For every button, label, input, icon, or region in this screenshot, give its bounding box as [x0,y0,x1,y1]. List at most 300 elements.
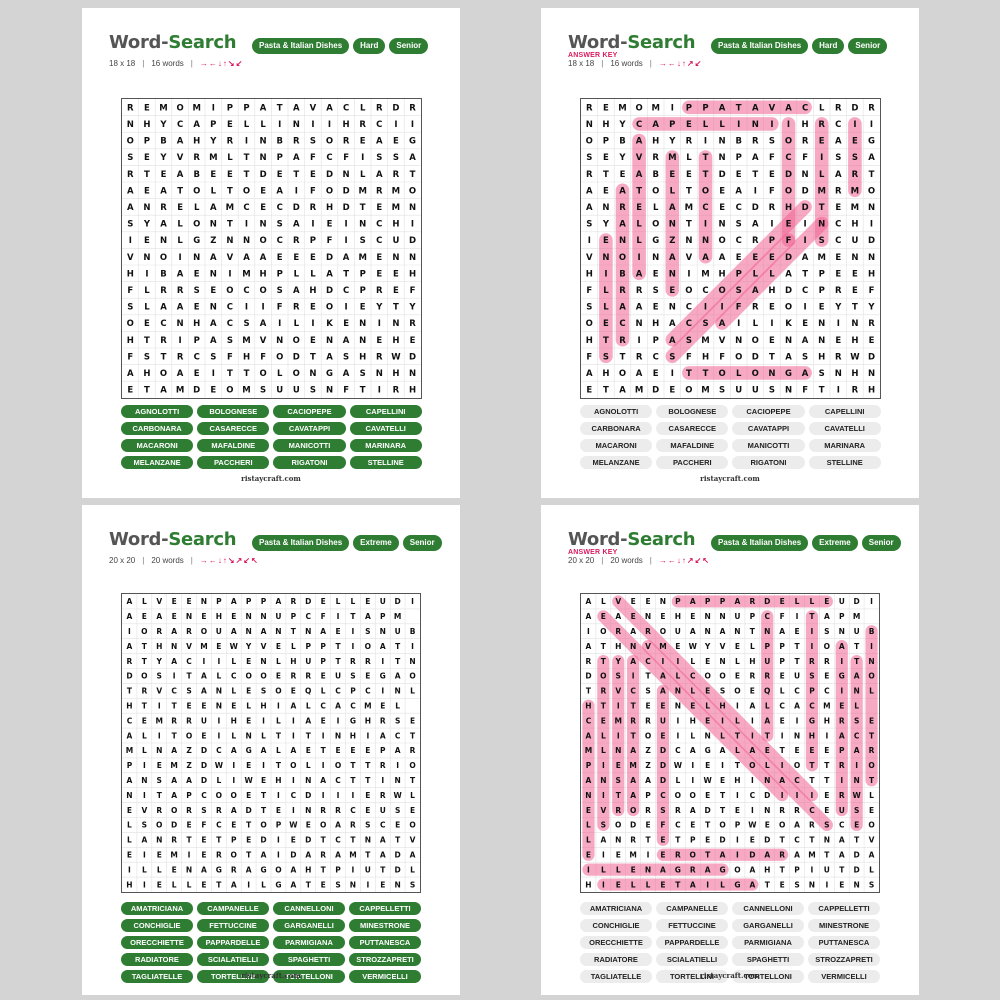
grid-letter: O [719,820,726,830]
grid-letter: E [193,269,200,280]
title-part: Search [168,529,237,550]
grid-letter: E [868,716,875,726]
grid-letter: A [260,746,267,756]
grid-letter: A [176,368,184,379]
grid-letter: I [601,761,605,771]
grid-letter: A [619,186,626,197]
grid-letter: C [365,686,371,696]
grid-letter: I [750,731,754,741]
category-badge: Pasta & Italian Dishes [711,535,808,551]
grid-letter: F [309,186,316,197]
grid-letter: A [176,302,184,313]
grid-letter: R [645,626,651,636]
word-chip: MANICOTTI [732,439,804,452]
grid-letter: A [259,252,267,263]
grid-letter: E [409,716,416,726]
grid-letter: L [320,686,326,696]
grid-letter: T [719,790,726,800]
word-chip: RIGATONI [732,456,804,469]
grid-letter: N [305,775,312,785]
grid-letter: E [585,850,592,860]
grid-letter: N [209,269,217,280]
grid-letter: H [290,656,297,666]
grid-letter: U [215,626,222,636]
grid-letter: T [615,790,621,800]
grid-letter: I [795,790,799,800]
grid-letter: E [201,701,207,711]
grid-letter: R [619,202,626,213]
grid-letter: P [669,119,676,130]
grid-letter: R [645,716,651,726]
grid-letter: A [586,368,593,379]
grid-letter: R [835,103,842,114]
grid-letter: S [376,153,383,164]
grid-letter: L [231,656,237,666]
grid-letter: R [809,820,815,830]
grid-letter: S [309,136,316,147]
grid-letter: T [868,775,875,785]
grid-letter: I [202,656,206,666]
grid-letter: O [689,790,696,800]
grid-letter: G [379,671,386,681]
grid-letter: E [201,850,207,860]
grid-letter: E [735,169,742,180]
grid-letter: E [809,746,815,756]
grid-letter: R [186,716,192,726]
grid-letter: S [794,880,800,890]
grid-letter: R [851,385,859,396]
grid-letter: C [226,302,234,313]
grid-letter: I [786,119,791,130]
grid-letter: S [735,219,742,230]
grid-letter: S [276,219,283,230]
grid-letter: I [587,236,591,247]
grid-letter: R [615,626,622,636]
grid-letter: R [141,686,148,696]
grid-letter: E [246,835,252,845]
grid-letter: A [176,169,184,180]
grid-letter: H [851,219,859,230]
grid-letter: N [409,656,416,666]
grid-letter: C [809,805,815,815]
grid-letter: N [215,686,222,696]
grid-letter: V [127,252,134,263]
grid-letter: V [186,641,192,651]
grid-letter: A [342,335,350,346]
grid-letter: O [685,285,693,296]
grid-letter: V [141,805,148,815]
grid-letter: A [394,671,401,681]
grid-letter: G [704,746,711,756]
grid-letter: O [868,671,875,681]
grid-letter: E [305,820,311,830]
grid-letter: M [242,335,251,346]
grid-letter: M [209,153,218,164]
grid-letter: A [660,686,666,696]
grid-letter: E [645,597,651,607]
grid-letter: E [839,701,845,711]
grid-letter: L [261,731,266,741]
grid-letter: T [854,835,860,845]
grid-letter: A [669,319,676,330]
grid-letter: L [702,119,709,130]
grid-letter: F [660,820,666,830]
separator: | [142,556,145,565]
grid-letter: N [215,701,222,711]
grid-letter: L [127,820,132,830]
grid-letter: O [735,352,743,363]
grid-letter: E [824,597,830,607]
word-chip: MINESTRONE [349,919,421,932]
grid-letter: D [260,835,267,845]
grid-letter: C [216,820,222,830]
grid-letter: E [824,805,830,815]
grid-letter: E [376,335,383,346]
grid-letter: H [242,352,251,363]
title-part: - [620,529,628,550]
grid-letter: A [718,252,726,263]
grid-letter: A [171,790,178,800]
grid-letter: E [409,335,416,346]
grid-letter: G [868,136,875,147]
grid-letter: N [602,202,610,213]
grid-letter: H [585,701,592,711]
grid-letter: E [376,252,383,263]
grid-letter: R [619,285,626,296]
grid-letter: F [735,302,742,313]
grid-letter: I [853,119,857,130]
grid-letter: T [143,335,150,346]
grid-letter: G [785,368,792,379]
grid-letter: A [335,701,341,711]
grid-letter: I [750,775,754,785]
word-chip: FETTUCCINE [197,919,269,932]
grid-letter: A [290,746,297,756]
grid-letter: R [335,805,341,815]
grid-letter: L [652,202,659,213]
grid-letter: C [835,119,842,130]
grid-letter: M [584,746,593,756]
grid-letter: I [351,865,355,875]
grid-letter: R [586,103,593,114]
grid-letter: A [230,597,237,607]
grid-letter: Y [619,119,626,130]
grid-letter: T [851,302,858,313]
grid-letter: D [853,865,860,875]
grid-letter: E [851,136,858,147]
grid-letter: H [652,136,660,147]
grid-letter: P [734,820,741,830]
grid-letter: I [687,269,691,280]
grid-letter: T [585,686,592,696]
grid-letter: D [784,252,793,263]
grid-letter: D [292,202,300,213]
grid-letter: M [155,716,163,726]
grid-letter: E [143,319,150,330]
grid-letter: C [685,319,693,330]
grid-letter: O [701,186,710,197]
grid-letter: I [780,731,784,741]
grid-letter: I [601,880,605,890]
grid-letter: D [325,285,334,296]
grid-letter: A [160,302,167,313]
grid-letter: T [395,835,401,845]
grid-letter: E [156,850,162,860]
grid-letter: A [838,641,845,651]
grid-letter: S [853,716,860,726]
grid-letter: T [702,153,709,164]
grid-letter: E [210,169,217,180]
grid-letter: L [177,219,183,230]
grid-letter: S [243,319,250,330]
grid-letter: N [704,626,711,636]
grid-letter: A [141,835,148,845]
grid-letter: A [719,746,726,756]
grid-letter: H [349,731,357,741]
grid-letter: T [290,626,296,636]
grid-letter: E [779,716,785,726]
grid-letter: I [869,219,874,230]
footer-site: ristaycraft.com [241,971,301,980]
grid-letter: Y [160,153,167,164]
grid-letter: V [868,835,875,845]
grid-letter: E [652,368,659,379]
grid-letter: I [721,716,724,726]
category-badge: Pasta & Italian Dishes [252,38,349,54]
grid-letter: A [379,835,386,845]
grid-letter: I [780,761,784,771]
grid-letter: L [636,236,642,247]
grid-letter: E [868,335,875,346]
grid-letter: S [600,820,607,830]
grid-letter: C [376,236,383,247]
grid-letter: T [143,385,150,396]
grid-letter: R [293,136,300,147]
grid-letter: N [359,319,367,330]
grid-letter: I [381,686,385,696]
grid-letter: L [231,731,237,741]
grid-letter: R [379,716,386,726]
grid-letter: H [689,716,696,726]
separator: | [649,59,652,68]
grid-letter: O [749,761,756,771]
grid-letter: I [703,136,708,147]
category-badge: Senior [848,38,887,54]
grid-letter: M [701,385,710,396]
grid-letter: F [586,352,593,363]
grid-letter: R [619,335,626,346]
grid-letter: F [326,236,333,247]
grid-letter: L [675,775,681,785]
grid-letter: R [186,626,192,636]
grid-letter: L [869,865,874,875]
grid-letter: M [668,153,677,164]
word-chip: MACARONI [580,439,652,452]
grid-letter: G [409,136,416,147]
grid-letter: T [350,775,356,785]
grid-letter: I [736,850,739,860]
grid-letter: L [210,186,217,197]
grid-letter: N [818,335,826,346]
grid-letter: N [193,252,201,263]
grid-letter: N [143,252,151,263]
grid-letter: T [719,805,726,815]
grid-letter: E [201,612,207,622]
grid-letter: T [764,731,770,741]
grid-letter: F [768,153,775,164]
grid-letter: L [141,865,147,875]
grid-letter: I [232,775,236,785]
grid-letter: C [794,835,800,845]
grid-letter: A [320,775,327,785]
grid-letter: H [652,319,660,330]
grid-letter: M [614,716,622,726]
grid-letter: H [392,368,400,379]
grid-letter: E [246,761,252,771]
grid-letter: A [230,626,237,636]
grid-letter: E [293,252,300,263]
grid-letter: D [749,850,756,860]
grid-letter: E [669,169,676,180]
grid-letter: T [794,656,800,666]
grid-letter: A [290,865,297,875]
grid-letter: C [824,686,830,696]
grid-letter: A [785,269,792,280]
grid-letter: C [335,775,341,785]
grid-letter: R [645,805,651,815]
grid-letter: T [705,850,711,860]
grid-letter: I [211,103,215,114]
grid-letter: A [364,612,371,622]
grid-letter: H [156,641,163,651]
letter-grid [121,593,421,893]
grid-letter: T [645,671,651,681]
grid-letter: H [230,716,237,726]
grid-letter: E [290,835,296,845]
grid-letter: N [408,368,417,379]
grid-letter: I [601,790,605,800]
grid-letter: N [768,368,776,379]
grid-letter: U [674,626,681,636]
grid-letter: R [752,136,759,147]
grid-letter: U [364,865,371,875]
grid-letter: I [228,269,232,280]
grid-letter: R [752,236,759,247]
title-part: - [620,32,628,53]
grid-letter: N [364,835,371,845]
grid-letter: N [867,202,876,213]
grid-letter: W [703,775,712,785]
grid-letter: H [259,269,267,280]
grid-letter: G [349,716,357,726]
grid-letter: A [585,731,592,741]
word-chip: CAVATELLI [350,422,422,435]
grid-letter: N [867,252,876,263]
grid-letter: O [635,103,643,114]
grid-letter: E [818,136,825,147]
grid-letter: Y [669,136,676,147]
grid-letter: P [143,136,151,147]
grid-letter: P [276,153,283,164]
grid-letter: O [176,103,184,114]
grid-letter: A [293,219,300,230]
grid-letter: E [309,169,316,180]
grid-letter: I [736,790,739,800]
grid-letter: O [784,302,793,313]
grid-letter: E [602,186,609,197]
grid-letter: M [651,103,660,114]
word-chip: PAPPARDELLE [197,936,269,949]
grid-letter: A [764,716,771,726]
grid-letter: D [784,169,793,180]
grid-letter: H [126,701,133,711]
grid-letter: N [764,626,771,636]
word-chip: MACARONI [121,439,193,452]
grid-letter: N [394,775,401,785]
grid-letter: N [260,656,267,666]
grid-letter: R [752,302,759,313]
grid-letter: O [867,186,876,197]
grid-letter: E [409,805,416,815]
grid-letter: I [736,835,739,845]
grid-letter: A [838,850,845,860]
grid-letter: T [216,880,222,890]
grid-letter: H [309,285,317,296]
grid-letter: I [278,319,282,330]
grid-letter: M [850,202,860,213]
grid-letter: I [157,701,161,711]
grid-letter: S [615,671,621,681]
title-part: Word [568,32,621,53]
grid-letter: Y [143,219,150,230]
grid-letter: T [380,865,386,875]
title-part: Search [627,529,696,550]
grid-letter: I [394,119,398,130]
grid-letter: L [335,597,341,607]
grid-letter: A [689,746,696,756]
grid-letter: O [126,136,134,147]
grid-letter: T [779,746,785,756]
grid-letter: D [659,761,667,771]
grid-letter: N [209,302,217,313]
category-badge: Senior [403,535,442,551]
grid-letter: I [836,385,840,396]
word-chip: BOLOGNESE [656,405,728,418]
grid-letter: C [394,731,401,741]
word-count-label: 16 words [151,59,184,68]
grid-letter: N [185,612,193,622]
grid-letter: P [735,153,742,164]
grid-letter: G [674,865,681,875]
grid-letter: T [359,385,366,396]
grid-letter: Y [868,302,875,313]
grid-letter: R [379,790,386,800]
grid-letter: A [210,252,217,263]
grid-letter: L [410,865,415,875]
grid-letter: S [392,153,399,164]
grid-letter: N [718,153,726,164]
grid-letter: L [719,119,725,130]
grid-letter: M [659,641,667,651]
grid-letter: L [410,790,415,800]
grid-letter: I [676,731,680,741]
grid-letter: Y [160,119,167,130]
grid-letter: C [585,716,592,726]
grid-letter: L [144,285,150,296]
grid-letter: C [201,790,207,800]
grid-letter: L [735,716,740,726]
grid-letter: O [409,820,416,830]
